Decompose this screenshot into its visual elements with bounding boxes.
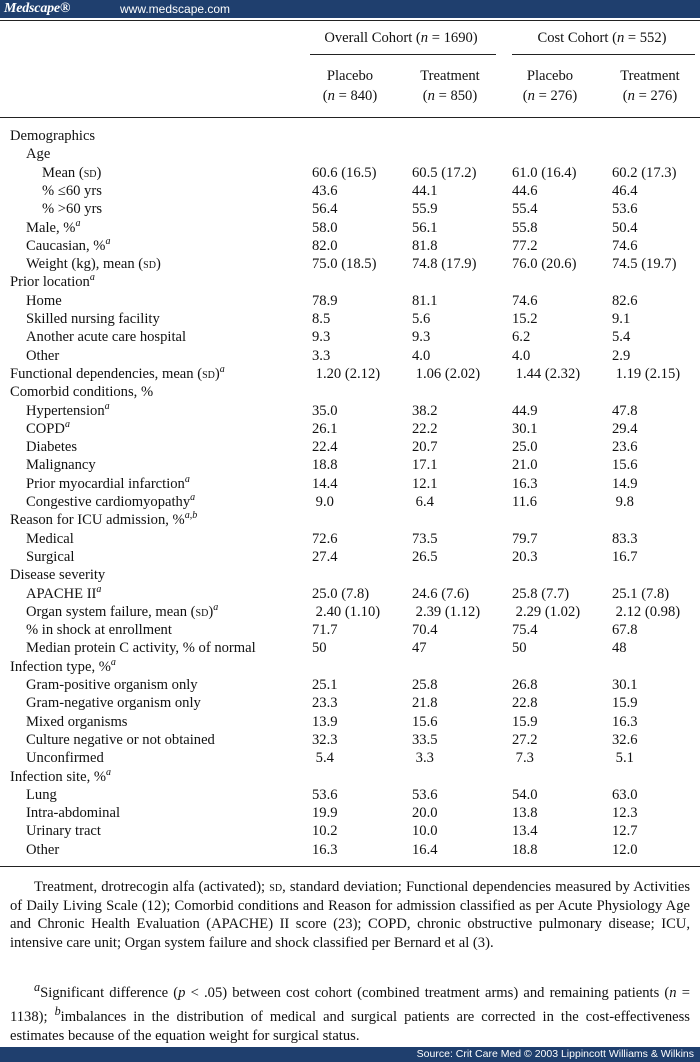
table-cell: 6.2 bbox=[512, 329, 531, 346]
column-header: Treatment (n = 276) bbox=[620, 68, 680, 104]
row-label: Gram-positive organism only bbox=[26, 677, 198, 693]
table-cell: 78.9 bbox=[312, 292, 338, 309]
table-cell: 1.20 (2.12) bbox=[312, 365, 381, 382]
row-label: Home bbox=[26, 292, 62, 309]
table-cell: 5.4 bbox=[612, 329, 631, 346]
row-label: Prior location$^a$ bbox=[10, 272, 95, 291]
table-cell: 14.9 bbox=[612, 475, 638, 492]
table-cell: 48 bbox=[612, 640, 627, 657]
table-cell: 2.29 (1.02) bbox=[512, 603, 581, 620]
table-cell: 23.3 bbox=[312, 695, 338, 712]
table-cell: 44.1 bbox=[412, 182, 438, 199]
table-cell: 15.9 bbox=[612, 695, 638, 712]
source-bar bbox=[0, 1047, 700, 1062]
site-url[interactable]: www.medscape.com bbox=[120, 2, 231, 16]
table-cell: 16.4 bbox=[412, 841, 438, 858]
row-label: Weight (kg), mean (sd) bbox=[26, 256, 161, 273]
row-label: Comorbid conditions, % bbox=[10, 384, 154, 401]
table-cell: 43.6 bbox=[312, 182, 338, 199]
row-label: Gram-negative organism only bbox=[26, 695, 201, 712]
table-cell: 11.6 bbox=[512, 494, 537, 510]
table-cell: 4.0 bbox=[512, 347, 531, 364]
table-cell: 82.6 bbox=[612, 292, 638, 309]
table-cell: 18.8 bbox=[512, 841, 538, 858]
table-cell: 12.1 bbox=[412, 475, 438, 492]
row-label: Male, %$^a$ bbox=[26, 217, 81, 236]
row-label: Caucasian, %$^a$ bbox=[26, 235, 111, 254]
row-label: Intra-abdominal bbox=[26, 805, 121, 822]
table-cell: 44.6 bbox=[512, 182, 538, 199]
row-label: Hypertension$^a$ bbox=[26, 400, 110, 419]
table-cell: 13.9 bbox=[312, 713, 338, 730]
table-cell: 38.2 bbox=[412, 402, 438, 419]
row-label: Mixed organisms bbox=[26, 713, 128, 730]
row-label: Infection site, %$^a$ bbox=[10, 766, 112, 785]
table-cell: 58.0 bbox=[312, 219, 338, 236]
table-cell: 15.9 bbox=[512, 713, 538, 730]
table-cell: 12.7 bbox=[612, 823, 638, 840]
table-cell: 1.06 (2.02) bbox=[412, 365, 481, 382]
row-label: Median protein C activity, % of normal bbox=[26, 640, 256, 657]
table-cell: 26.8 bbox=[512, 677, 538, 693]
table-cell: 10.0 bbox=[412, 823, 438, 840]
row-label: Infection type, %$^a$ bbox=[10, 656, 116, 675]
table-cell: 72.6 bbox=[312, 530, 338, 547]
table-cell: 13.4 bbox=[512, 823, 538, 840]
table-cell: 74.8 (17.9) bbox=[412, 256, 477, 273]
table-bottom-rule bbox=[0, 866, 700, 867]
table-cell: 27.4 bbox=[312, 548, 338, 565]
table-cell: 54.0 bbox=[512, 786, 538, 803]
table-cell: 16.3 bbox=[512, 475, 538, 492]
table-cell: 79.7 bbox=[512, 530, 538, 547]
table-cell: 16.7 bbox=[612, 548, 638, 565]
row-label: Lung bbox=[26, 786, 57, 803]
table-cell: 20.3 bbox=[512, 548, 538, 565]
table-cell: 74.6 bbox=[612, 237, 638, 254]
table-cell: 25.0 bbox=[512, 439, 538, 456]
table-cell: 77.2 bbox=[512, 237, 538, 254]
table-cell: 63.0 bbox=[612, 786, 638, 803]
table-cell: 22.4 bbox=[312, 439, 338, 456]
table-cell: 16.3 bbox=[312, 841, 338, 858]
table-cell: 76.0 (20.6) bbox=[512, 256, 577, 273]
table-cell: 30.1 bbox=[512, 420, 538, 437]
table-cell: 13.8 bbox=[512, 805, 538, 822]
row-label: Disease severity bbox=[10, 567, 106, 584]
table-cell: 46.4 bbox=[612, 182, 638, 199]
table-cell: 16.3 bbox=[612, 713, 638, 730]
table-cell: 2.39 (1.12) bbox=[412, 603, 481, 620]
row-label: Unconfirmed bbox=[26, 750, 104, 767]
table-cell: 12.0 bbox=[612, 841, 638, 858]
table-cell: 3.3 bbox=[412, 750, 434, 767]
table-cell: 60.5 (17.2) bbox=[412, 164, 477, 181]
table-cell: 53.6 bbox=[612, 201, 638, 218]
table-cell: 47.8 bbox=[612, 402, 638, 419]
table-cell: 71.7 bbox=[312, 622, 338, 639]
table-cell: 44.9 bbox=[512, 402, 538, 419]
table-cell: 60.6 (16.5) bbox=[312, 164, 377, 181]
table-cell: 2.9 bbox=[612, 347, 631, 364]
table-cell: 50 bbox=[312, 640, 327, 657]
row-label: Organ system failure, mean (sd)$^a$ bbox=[26, 601, 219, 620]
table-cell: 2.12 (0.98) bbox=[612, 603, 681, 620]
table-cell: 81.1 bbox=[412, 292, 438, 309]
table-cell: 9.1 bbox=[612, 311, 631, 327]
row-label: Age bbox=[26, 146, 51, 163]
table-cell: 47 bbox=[412, 640, 427, 657]
table-cell: 9.3 bbox=[412, 329, 431, 346]
table-cell: 12.3 bbox=[612, 805, 638, 822]
table-cell: 15.6 bbox=[412, 713, 438, 730]
row-label: Functional dependencies, mean (sd)$^a$ bbox=[10, 364, 225, 382]
row-label: Reason for ICU admission, %$^{a,b}$ bbox=[10, 510, 198, 529]
table-cell: 55.8 bbox=[512, 219, 538, 236]
table-cell: 30.1 bbox=[612, 677, 638, 693]
table-cell: 33.5 bbox=[412, 731, 438, 748]
table-cell: 6.4 bbox=[412, 494, 434, 510]
row-label: % >60 yrs bbox=[42, 201, 103, 218]
row-label: Other bbox=[26, 347, 60, 364]
table-cell: 35.0 bbox=[312, 402, 338, 419]
row-label: Demographics bbox=[10, 128, 96, 144]
table-cell: 22.2 bbox=[412, 420, 438, 437]
table-cell: 25.1 (7.8) bbox=[612, 585, 670, 602]
table-cell: 55.9 bbox=[412, 201, 438, 218]
row-label: % ≤60 yrs bbox=[42, 182, 102, 199]
footnote-definitions: Treatment, drotrecogin alfa (activated); sd, standard deviation; Functional dependencies measured by Activities of Daily Living Scale (12); Comorbid conditions and Reason for admission classified as per Acute Physiology Age and Chronic Health Evaluation (APACHE) II score (23); COPD, chronic obstructive pulmonary disease; ICU, intensive care unit; Organ system failure and shock classified per Bernard et al (3). bbox=[10, 879, 690, 951]
table-cell: 22.8 bbox=[512, 695, 538, 712]
table-cell: 14.4 bbox=[312, 475, 338, 492]
row-label: Other bbox=[26, 841, 60, 858]
table-cell: 27.2 bbox=[512, 731, 538, 748]
column-header: Treatment (n = 850) bbox=[420, 68, 480, 104]
table-cell: 18.8 bbox=[312, 457, 338, 474]
row-label: Prior myocardial infarction$^a$ bbox=[26, 473, 190, 492]
table-cell: 32.6 bbox=[612, 731, 638, 748]
row-label: Congestive cardiomyopathy$^a$ bbox=[26, 492, 196, 510]
group-underline-overall bbox=[310, 54, 496, 55]
footnote-significance: $^a$Significant difference (p < .05) between cost cohort (combined treatment arms) and remaining patients (n = 1138); $^b$imbalances in the distribution of medical and surgical patients are corrected in the cost-effectiveness estimates because of the equation weight for surgical status. bbox=[10, 980, 690, 1044]
table-cell: 21.0 bbox=[512, 457, 538, 474]
table-cell: 26.1 bbox=[312, 420, 338, 437]
table-cell: 5.1 bbox=[612, 750, 634, 767]
table-cell: 32.3 bbox=[312, 731, 338, 748]
table-cell: 5.4 bbox=[312, 750, 334, 767]
table-cell: 29.4 bbox=[612, 420, 638, 437]
group-header-cost: Cost Cohort (n = 552) bbox=[537, 30, 667, 46]
table-cell: 24.6 (7.6) bbox=[412, 585, 470, 602]
table-cell: 4.0 bbox=[412, 347, 431, 364]
table-cell: 9.0 bbox=[312, 494, 334, 510]
table-cell: 50 bbox=[512, 640, 527, 657]
table-cell: 9.3 bbox=[312, 329, 331, 346]
table-cell: 56.1 bbox=[412, 219, 438, 236]
table-cell: 25.0 (7.8) bbox=[312, 585, 370, 602]
table-cell: 8.5 bbox=[312, 311, 331, 327]
table-cell: 15.2 bbox=[512, 311, 538, 327]
table-cell: 83.3 bbox=[612, 530, 638, 547]
row-label: Urinary tract bbox=[26, 823, 101, 840]
table-cell: 53.6 bbox=[312, 786, 338, 803]
table-cell: 74.6 bbox=[512, 292, 538, 309]
table-cell: 20.7 bbox=[412, 439, 438, 456]
medscape-logo[interactable]: Medscape® bbox=[4, 1, 71, 16]
table-cell: 10.2 bbox=[312, 823, 338, 840]
table-cell: 25.1 bbox=[312, 677, 338, 693]
row-label: Mean (sd) bbox=[42, 164, 102, 181]
table-cell: 1.19 (2.15) bbox=[612, 365, 681, 382]
table-cell: 19.9 bbox=[312, 805, 338, 822]
table-cell: 9.8 bbox=[612, 494, 634, 510]
table-cell: 56.4 bbox=[312, 201, 338, 218]
table-cell: 53.6 bbox=[412, 786, 438, 803]
table-cell: 25.8 (7.7) bbox=[512, 585, 570, 602]
table-cell: 1.44 (2.32) bbox=[512, 365, 581, 382]
row-label: Malignancy bbox=[26, 457, 96, 474]
table-cell: 3.3 bbox=[312, 347, 331, 364]
row-label: COPD$^a$ bbox=[26, 418, 70, 437]
table-cell: 82.0 bbox=[312, 237, 338, 254]
table-cell: 5.6 bbox=[412, 311, 431, 327]
table-cell: 74.5 (19.7) bbox=[612, 256, 677, 273]
row-label: Skilled nursing facility bbox=[26, 311, 160, 327]
table-cell: 15.6 bbox=[612, 457, 638, 474]
row-label: Surgical bbox=[26, 548, 75, 565]
row-label: % in shock at enrollment bbox=[26, 622, 172, 639]
table-cell: 26.5 bbox=[412, 548, 438, 565]
table-cell: 70.4 bbox=[412, 622, 438, 639]
top-bar bbox=[0, 0, 700, 18]
table-cell: 23.6 bbox=[612, 439, 638, 456]
source-credit: Source: Crit Care Med © 2003 Lippincott Williams & Wilkins bbox=[416, 1048, 694, 1060]
table-cell: 55.4 bbox=[512, 201, 538, 218]
table-cell: 20.0 bbox=[412, 805, 438, 822]
table-cell: 21.8 bbox=[412, 695, 438, 712]
table-cell: 17.1 bbox=[412, 457, 438, 474]
table-cell: 50.4 bbox=[612, 219, 638, 236]
group-underline-cost bbox=[512, 54, 695, 55]
group-header-overall: Overall Cohort (n = 1690) bbox=[324, 30, 478, 46]
table-cell: 60.2 (17.3) bbox=[612, 164, 677, 181]
row-label: Medical bbox=[26, 530, 74, 547]
table-cell: 81.8 bbox=[412, 237, 438, 254]
table-cell: 61.0 (16.4) bbox=[512, 164, 577, 181]
row-label: APACHE $II^a$ bbox=[26, 583, 102, 602]
table-cell: 75.4 bbox=[512, 622, 538, 639]
column-header: Placebo (n = 276) bbox=[522, 68, 578, 104]
table-cell: 25.8 bbox=[412, 677, 438, 693]
table-cell: 73.5 bbox=[412, 530, 438, 547]
table-cell: 2.40 (1.10) bbox=[312, 603, 381, 620]
row-label: Diabetes bbox=[26, 439, 78, 456]
table-cell: 67.8 bbox=[612, 622, 638, 639]
column-header: Placebo (n = 840) bbox=[322, 68, 378, 104]
table-top-rule bbox=[0, 20, 700, 21]
table-cell: 7.3 bbox=[512, 750, 534, 767]
row-label: Culture negative or not obtained bbox=[26, 731, 215, 748]
row-label: Another acute care hospital bbox=[26, 329, 187, 346]
header-bottom-rule bbox=[0, 117, 700, 118]
table-cell: 75.0 (18.5) bbox=[312, 256, 377, 273]
